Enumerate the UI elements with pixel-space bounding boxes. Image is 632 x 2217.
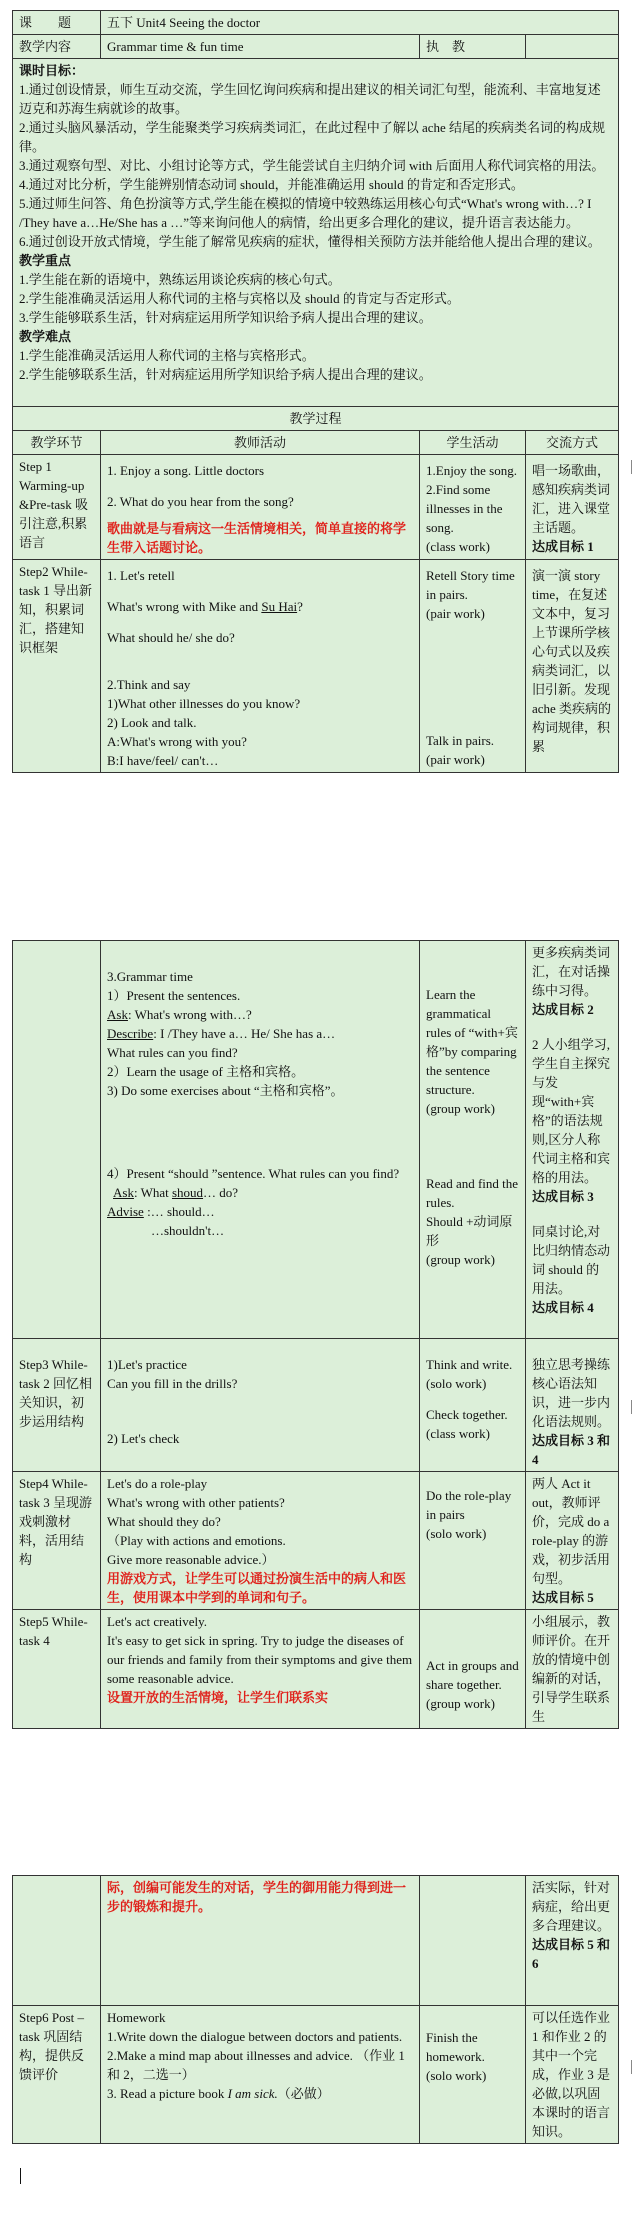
step2-teacher-2a: What's wrong with Mike and	[107, 599, 262, 614]
step4-student	[420, 1472, 526, 1610]
step5-continued-mode	[526, 1876, 619, 2006]
step6-mode-text: 可以任选作业 1 和作业 2 的其中一个完成，作业 3 是必做,以巩固本课时的语言知识。	[532, 2010, 611, 2139]
key-points-title: 教学重点	[19, 253, 72, 268]
step4-teacher-1: Let's do a role-play	[107, 1476, 208, 1491]
step1-student-2: 2.Find some illnesses in the song.	[426, 482, 503, 535]
step6-student-1: Finish the homework.	[426, 2030, 485, 2064]
step3-student-1: Think and write.	[426, 1357, 513, 1372]
teacher-label: 执 教	[420, 35, 526, 59]
grammar-student-2: (group work)	[426, 1101, 495, 1116]
grammar-teacher-1: 3.Grammar time	[107, 969, 193, 984]
step3-teacher-1: 1)Let's practice	[107, 1357, 187, 1372]
step5-continued-stage	[13, 1876, 101, 2006]
step1-teacher-2: 2. What do you hear from the song?	[107, 494, 294, 509]
ask-text-2a: : What	[133, 1185, 172, 1200]
step6-row	[13, 2006, 619, 2144]
step2-student-2: (pair work)	[426, 606, 485, 621]
describe-text: : I /They have a… He/ She has a…	[153, 1026, 336, 1041]
step2-student-3: Talk in pairs.	[426, 733, 495, 748]
step2-teacher	[101, 560, 420, 773]
ask-text-2c: … do?	[203, 1185, 239, 1200]
step4-row	[13, 1472, 619, 1610]
grammar-row	[13, 941, 619, 1339]
step2-teacher-3: What should he/ she do?	[107, 630, 235, 645]
teacher-value	[526, 35, 619, 59]
grammar-teacher-4	[107, 1024, 413, 1043]
grammar-student-3: Read and find the rules.	[426, 1176, 519, 1210]
step6-student-2: (solo work)	[426, 2068, 487, 2083]
col-header-mode: 交流方式	[526, 431, 619, 455]
step4-teacher-2: What's wrong with other patients?	[107, 1495, 285, 1510]
step6-teacher-4c: （必做）	[277, 2086, 330, 2101]
step5-student-2: (group work)	[426, 1696, 495, 1711]
step2-teacher-5: 1)What other illnesses do you know?	[107, 696, 301, 711]
column-header-row	[13, 431, 619, 455]
content-label: 教学内容	[13, 35, 101, 59]
topic-label: 课 题	[13, 11, 101, 35]
step3-student	[420, 1339, 526, 1472]
grammar-teacher-5: What rules can you find?	[107, 1045, 238, 1060]
grammar-mode-top: 更多疾病类词汇，在对话操练中习得。	[532, 945, 611, 998]
step4-student-1: Do the role-play in pairs	[426, 1488, 512, 1522]
step2-teacher-7: A:What's wrong with you?	[107, 734, 247, 749]
step1-stage: Step 1 Warming-up &Pre-task 吸引注意,积累语言	[13, 455, 101, 560]
advise-text: :… should…	[143, 1204, 215, 1219]
step3-stage: Step3 While-task 2 回忆相关知识，初步运用结构	[13, 1339, 101, 1472]
step2-mode	[526, 560, 619, 773]
step6-teacher	[101, 2006, 420, 2144]
grammar-teacher-9	[107, 1183, 413, 1202]
step2-student-1: Retell Story time in pairs.	[426, 568, 515, 602]
step1-teacher-1: 1. Enjoy a song. Little doctors	[107, 463, 265, 478]
grammar-mode-1-goal: 达成目标 3	[532, 1189, 594, 1204]
step5-student-1: Act in groups and share together.	[426, 1658, 519, 1692]
objective-5: 5.通过师生问答、角色扮演等方式,学生能在模拟的情境中较熟练运用核心句式“What's wrong with…? I /They have a…He/She has a …”等来询问他人的病情，给出更多合理化的建议，提升语言表达能力。	[19, 196, 592, 230]
step6-teacher-3: 2.Make a mind map about illnesses and advice. （作业 1 和 2，二选一）	[107, 2048, 405, 2082]
step4-mode	[526, 1472, 619, 1610]
margin-mark-1	[627, 460, 632, 474]
step1-student	[420, 455, 526, 560]
step3-mode-goal: 达成目标 3 和 4	[532, 1433, 611, 1467]
grammar-student-5: (group work)	[426, 1252, 495, 1267]
step5-continued-mode-text: 活实际，针对病症，给出更多合理建议。	[532, 1880, 611, 1933]
grammar-student-4: Should +动词原形	[426, 1214, 513, 1248]
step1-student-3: (class work)	[426, 539, 490, 554]
text-cursor	[20, 2168, 21, 2184]
grammar-mode-2: 同桌讨论,对比归纳情态动词 should 的用法。	[532, 1224, 611, 1296]
step2-student-4: (pair work)	[426, 752, 485, 767]
step1-teacher	[101, 455, 420, 560]
step5-continued-note: 际，创编可能发生的对话，学生的御用能力得到进一步的锻炼和提升。	[107, 1880, 407, 1914]
step3-teacher	[101, 1339, 420, 1472]
step3-row	[13, 1339, 619, 1472]
step5-continued-mode-goal: 达成目标 5 和 6	[532, 1937, 611, 1971]
step6-teacher-1: Homework	[107, 2010, 166, 2025]
grammar-mode-top-goal: 达成目标 2	[532, 1002, 594, 1017]
margin-mark-2	[627, 1400, 632, 1414]
difficult-point-1: 1.学生能准确灵活运用人称代词的主格与宾格形式。	[19, 348, 315, 363]
ask-label: Ask	[107, 1007, 128, 1022]
key-point-3: 3.学生能够联系生活，针对病症运用所学知识给予病人提出合理的建议。	[19, 310, 432, 325]
lesson-plan-table-page2	[12, 940, 619, 1729]
describe-label: Describe	[107, 1026, 154, 1041]
grammar-student	[420, 941, 526, 1339]
margin-mark-3	[627, 2060, 632, 2074]
step6-teacher-4a: 3. Read a picture book	[107, 2086, 228, 2101]
objective-1: 1.通过创设情景，师生互动交流，学生回忆询问疾病和提出建议的相关词汇句型，能流利、丰富地复述迈克和苏海生病就诊的故事。	[19, 82, 601, 116]
content-value: Grammar time & fun time	[101, 35, 420, 59]
step1-mode-text: 唱一场歌曲，感知疾病类词汇，进入课堂主话题。	[532, 463, 611, 535]
step4-teacher-3: What should they do?	[107, 1514, 221, 1529]
grammar-mode-1: 2 人小组学习,学生自主探究与发现“with+宾格”的语法规则,区分人称代词主格和宾格的用法。	[532, 1037, 611, 1185]
step3-student-4: (class work)	[426, 1426, 490, 1441]
objectives-title: 课时目标：	[19, 63, 85, 78]
step3-mode-text: 独立思考操练核心语法知识，进一步内化语法规则。	[532, 1357, 611, 1429]
lesson-plan-table-page3	[12, 1875, 619, 2144]
step5-continued-teacher	[101, 1876, 420, 2006]
difficult-points-title: 教学难点	[19, 329, 72, 344]
step5-teacher-2: It's easy to get sick in spring. Try to judge the diseases of our friends and family from their symptoms and give them some reasonable advice.	[107, 1633, 413, 1686]
topic-row	[13, 11, 619, 35]
step4-teacher-5: Give more reasonable advice.）	[107, 1552, 275, 1567]
ask-label-2: Ask	[113, 1185, 134, 1200]
grammar-teacher-8: 4）Present “should ”sentence. What rules can you find?	[107, 1166, 400, 1181]
step6-student	[420, 2006, 526, 2144]
col-header-student: 学生活动	[420, 431, 526, 455]
ask-text: : What's wrong with…?	[127, 1007, 252, 1022]
grammar-mode	[526, 941, 619, 1339]
step3-student-3: Check together.	[426, 1407, 508, 1422]
step5-student	[420, 1610, 526, 1729]
objective-2: 2.通过头脑风暴活动，学生能聚类学习疾病类词汇，在此过程中了解以 ache 结尾的疾病类名词的构成规律。	[19, 120, 606, 154]
step2-row	[13, 560, 619, 773]
grammar-stage	[13, 941, 101, 1339]
step4-mode-text: 两人 Act it out，教师评价，完成 do a role-play 的游戏，初步活用句型。	[532, 1476, 611, 1586]
step3-mode	[526, 1339, 619, 1472]
step4-teacher-4: （Play with actions and emotions.	[107, 1533, 286, 1548]
step5-continued-student	[420, 1876, 526, 2006]
col-header-teacher: 教师活动	[101, 431, 420, 455]
grammar-teacher-6: 2）Learn the usage of 主格和宾格。	[107, 1064, 305, 1079]
objective-3: 3.通过观察句型、对比、小组讨论等方式，学生能尝试自主归纳介词 with 后面用人称代词宾格的用法。	[19, 158, 605, 173]
step4-mode-goal: 达成目标 5	[532, 1590, 594, 1605]
step2-teacher-8: B:I have/feel/ can't…	[107, 753, 219, 768]
key-point-1: 1.学生能在新的语境中，熟练运用谈论疾病的核心句式。	[19, 272, 341, 287]
step5-mode-text: 小组展示，教师评价。在开放的情境中创编新的对话，引导学生联系生	[532, 1614, 611, 1724]
grammar-teacher-2: 1）Present the sentences.	[107, 988, 241, 1003]
process-title: 教学过程	[13, 407, 619, 431]
grammar-teacher	[101, 941, 420, 1339]
step3-teacher-3: 2) Let's check	[107, 1431, 180, 1446]
col-header-stage: 教学环节	[13, 431, 101, 455]
key-point-2: 2.学生能准确灵活运用人称代词的主格与宾格以及 should 的肯定与否定形式。	[19, 291, 460, 306]
step5-teacher-note: 设置开放的生活情境，让学生们联系实	[107, 1690, 329, 1705]
step4-teacher-note: 用游戏方式，让学生可以通过扮演生活中的病人和医生，使用课本中学到的单词和句子。	[107, 1571, 407, 1605]
grammar-student-1: Learn the grammatical rules of “with+宾格”by comparing the sentence structure.	[426, 987, 518, 1097]
step5-teacher-1: Let's act creatively.	[107, 1614, 208, 1629]
step6-mode	[526, 2006, 619, 2144]
step5-teacher	[101, 1610, 420, 1729]
step5-continued-row	[13, 1876, 619, 2006]
ask-text-2b: shoud	[171, 1185, 204, 1200]
step4-teacher	[101, 1472, 420, 1610]
step2-teacher-4: 2.Think and say	[107, 677, 191, 692]
step6-teacher-2: 1.Write down the dialogue between doctors and patients.	[107, 2029, 403, 2044]
step1-row	[13, 455, 619, 560]
grammar-mode-2-goal: 达成目标 4	[532, 1300, 594, 1315]
step5-mode	[526, 1610, 619, 1729]
step6-stage: Step6 Post – task 巩固结构，提供反馈评价	[13, 2006, 101, 2144]
step2-teacher-1: 1. Let's retell	[107, 568, 175, 583]
objectives-cell	[13, 59, 619, 407]
grammar-teacher-3	[107, 1005, 413, 1024]
process-title-row	[13, 407, 619, 431]
step5-stage: Step5 While-task 4	[13, 1610, 101, 1729]
step2-teacher-6: 2) Look and talk.	[107, 715, 197, 730]
step1-student-1: 1.Enjoy the song.	[426, 463, 517, 478]
step2-student	[420, 560, 526, 773]
step3-teacher-2: Can you fill in the drills?	[107, 1376, 238, 1391]
step2-stage: Step2 While-task 1 导出新知，积累词汇，搭建知识框架	[13, 560, 101, 773]
advise-label: Advise	[107, 1204, 144, 1219]
step4-stage: Step4 While-task 3 呈现游戏刺激材料，活用结构	[13, 1472, 101, 1610]
step2-mode-text: 演一演 story time，在复述文本中，复习上节课所学核心句式以及疾病类词汇，以旧引新。发现 ache 类疾病的构词规律，积累	[532, 568, 612, 754]
grammar-teacher-7: 3) Do some exercises about “主格和宾格”。	[107, 1083, 344, 1098]
objectives-row	[13, 59, 619, 407]
step5-row	[13, 1610, 619, 1729]
step1-teacher-note: 歌曲就是与看病这一生活情境相关，简单直接的将学生带入话题讨论。	[107, 521, 407, 555]
step1-mode-goal: 达成目标 1	[532, 539, 594, 554]
lesson-plan-table-page1	[12, 10, 619, 773]
grammar-teacher-11: …shouldn't…	[151, 1223, 225, 1238]
step3-student-2: (solo work)	[426, 1376, 487, 1391]
step2-teacher-2c: ?	[297, 599, 303, 614]
difficult-point-2: 2.学生能够联系生活，针对病症运用所学知识给予病人提出合理的建议。	[19, 367, 432, 382]
book-title: I am sick.	[227, 2086, 278, 2101]
topic-value: 五下 Unit4 Seeing the doctor	[101, 11, 619, 35]
step2-teacher-2	[107, 597, 413, 616]
step2-teacher-2b: Su Hai	[261, 599, 298, 614]
objective-6: 6.通过创设开放式情境，学生能了解常见疾病的症状，懂得相关预防方法并能给他人提出合理的建议。	[19, 234, 601, 249]
grammar-teacher-10	[107, 1202, 413, 1221]
content-row	[13, 35, 619, 59]
step4-student-2: (solo work)	[426, 1526, 487, 1541]
objective-4: 4.通过对比分析，学生能辨别情态动词 should，并能准确运用 should 的肯定和否定形式。	[19, 177, 524, 192]
step1-mode	[526, 455, 619, 560]
step6-teacher-4	[107, 2084, 413, 2103]
